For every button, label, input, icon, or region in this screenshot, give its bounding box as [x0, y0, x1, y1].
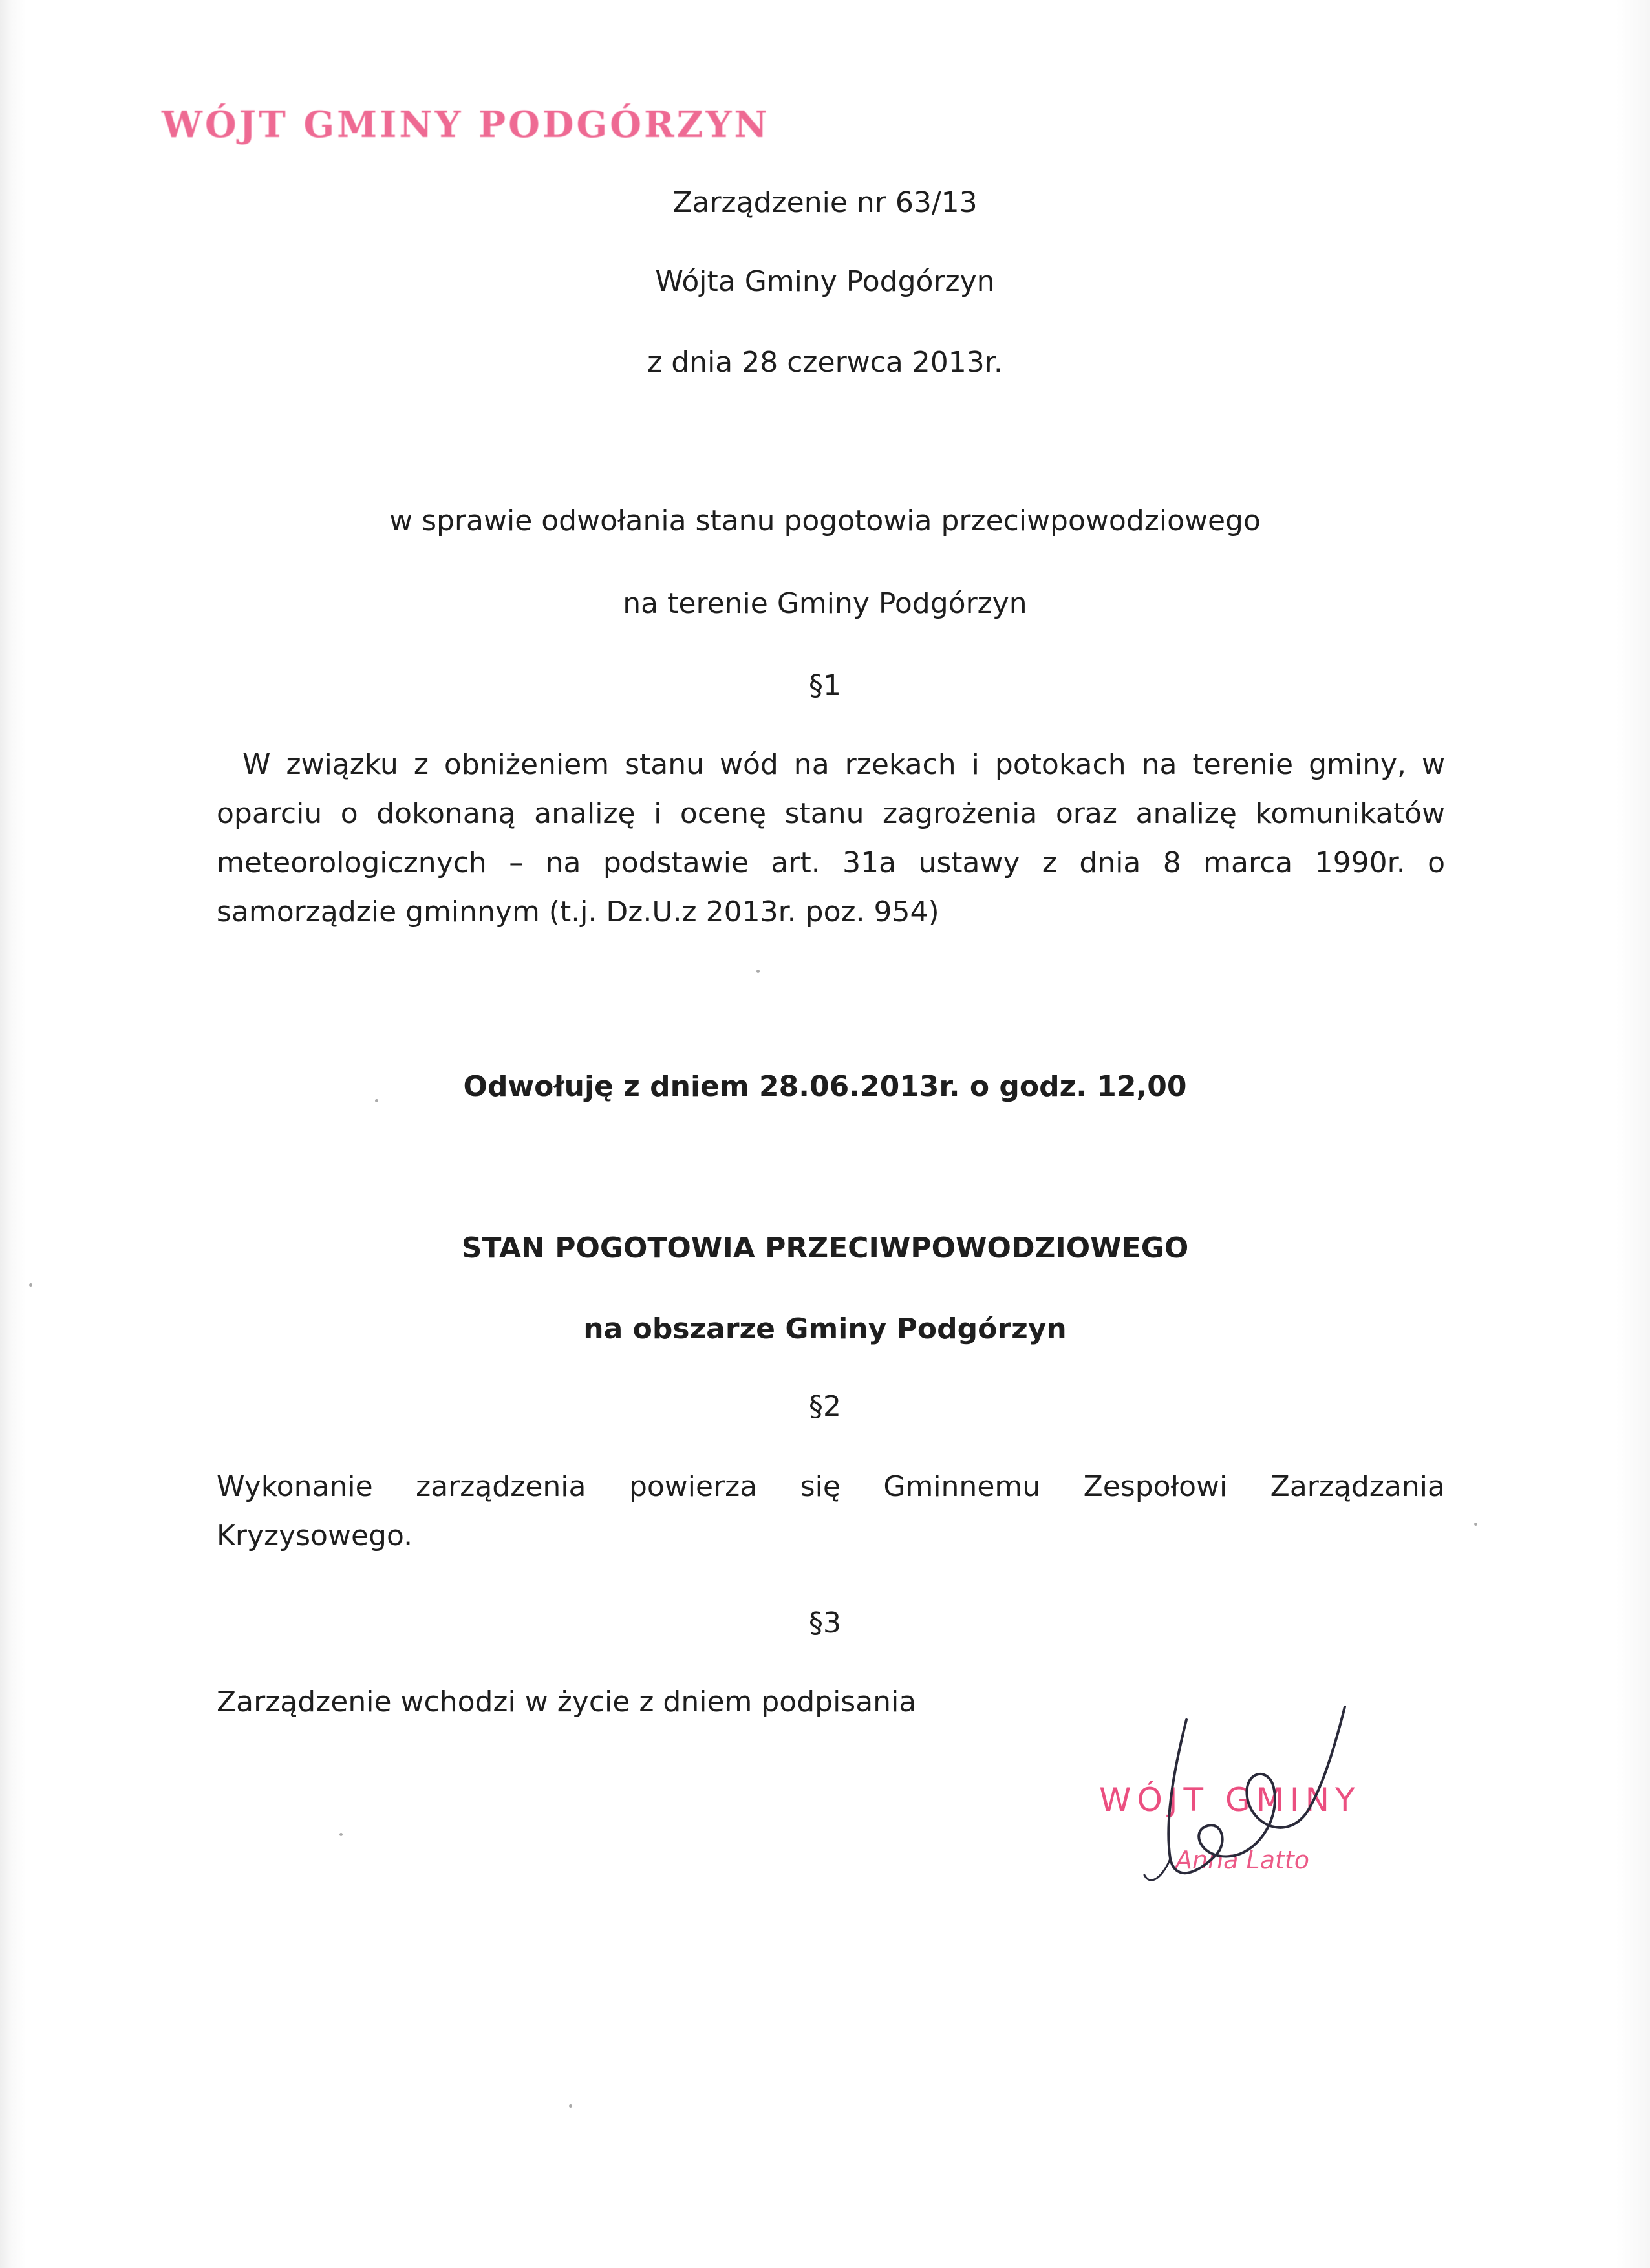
section-2-text [217, 1462, 1445, 1561]
section-1-heading: §1 [809, 669, 841, 702]
section-3-heading: §3 [809, 1607, 841, 1640]
decision-line: Odwołuję z dniem 28.06.2013r. o godz. 12,00 [463, 1070, 1187, 1103]
section-1-body: W związku z obniżeniem stanu wód na rzekach i potokach na terenie gminy, w oparciu o dokonaną analizę i ocenę stanu zagrożenia oraz analizę komunikatów meteorologicznych – na podstawie art. 31a ustawy z dnia 8 marca 1990r. o samorządzie gminnym (t.j. Dz.U.z 2013r. poz. 954) [217, 748, 1445, 928]
subject-line-1: w sprawie odwołania stanu pogotowia przeciwpowodziowego [389, 504, 1261, 537]
section-2-heading: §2 [809, 1390, 841, 1423]
document-date: z dnia 28 czerwca 2013r. [647, 346, 1003, 379]
decision-title: STAN POGOTOWIA PRZECIWPOWODZIOWEGO [461, 1232, 1189, 1265]
issuer: Wójta Gminy Podgórzyn [655, 265, 995, 298]
signature-stamp-name: Anna Latto [1175, 1846, 1310, 1874]
scan-speck [1474, 1523, 1477, 1526]
scan-speck [569, 2104, 572, 2108]
section-1-text [217, 740, 1445, 937]
document-number: Zarządzenie nr 63/13 [672, 186, 978, 219]
office-stamp: WÓJT GMINY PODGÓRZYN [162, 103, 770, 146]
scan-speck [375, 1099, 378, 1102]
section-3-body: Zarządzenie wchodzi w życie z dniem podpisania [217, 1685, 917, 1718]
signature-stamp-title: WÓJT GMINY [1099, 1781, 1361, 1819]
handwritten-signature [1125, 1681, 1358, 1894]
scan-speck [29, 1283, 32, 1287]
decision-area: na obszarze Gminy Podgórzyn [583, 1312, 1067, 1345]
scan-speck [339, 1833, 343, 1836]
section-2-body: Wykonanie zarządzenia powierza się Gminnemu Zespołowi Zarządzania Kryzysowego. [217, 1470, 1445, 1552]
scan-speck [756, 970, 760, 973]
subject-line-2: na terenie Gminy Podgórzyn [623, 587, 1027, 620]
